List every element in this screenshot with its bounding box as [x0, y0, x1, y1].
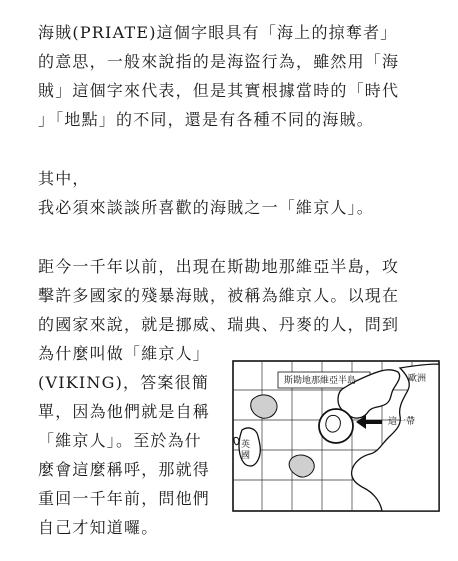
- text-line: 」「地點」的不同，還是有各種不同的海賊。: [38, 110, 375, 129]
- text-line: 我必須來談談所喜歡的海賊之一「維京人」。: [38, 198, 375, 217]
- text-line: 賊」這個字來代表，但是其實根據當時的「時代: [38, 81, 400, 100]
- text-line: 「維京人」。至於為什: [38, 431, 203, 450]
- map-label-here: 這一帶: [388, 417, 416, 427]
- scandinavia-map-illustration: [232, 360, 440, 512]
- map-label-peninsula: 斯勘地那維亞半島: [284, 376, 357, 386]
- text-line: 自己才知道囉。: [38, 518, 159, 537]
- map-label-europe: 歐洲: [408, 374, 427, 384]
- text-line: 單，因為他們就是自稱: [38, 402, 211, 421]
- map-label-uk: 英國: [241, 440, 251, 461]
- text-line: 重回一千年前，問他們: [38, 489, 211, 508]
- text-line: 的國家來說，就是挪威、瑞典、丹麥的人，問到: [38, 315, 400, 334]
- text-line: (VIKING)，答案很簡: [38, 373, 210, 392]
- text-line: 其中，: [38, 169, 90, 188]
- text-line: 的意思，一般來說指的是海盜行為，雖然用「海: [38, 52, 400, 71]
- text-line: 海賊(PRIATE)這個字眼具有「海上的掠奪者」: [38, 23, 398, 42]
- text-line: 麼會這麼稱呼，那就得: [38, 460, 211, 479]
- text-line: 距今一千年以前，出現在斯勘地那維亞半島，攻: [38, 257, 400, 276]
- text-line: 為什麼叫做「維京人」: [38, 344, 211, 363]
- text-line: 擊許多國家的殘暴海賊，被稱為維京人。以現在: [38, 286, 400, 305]
